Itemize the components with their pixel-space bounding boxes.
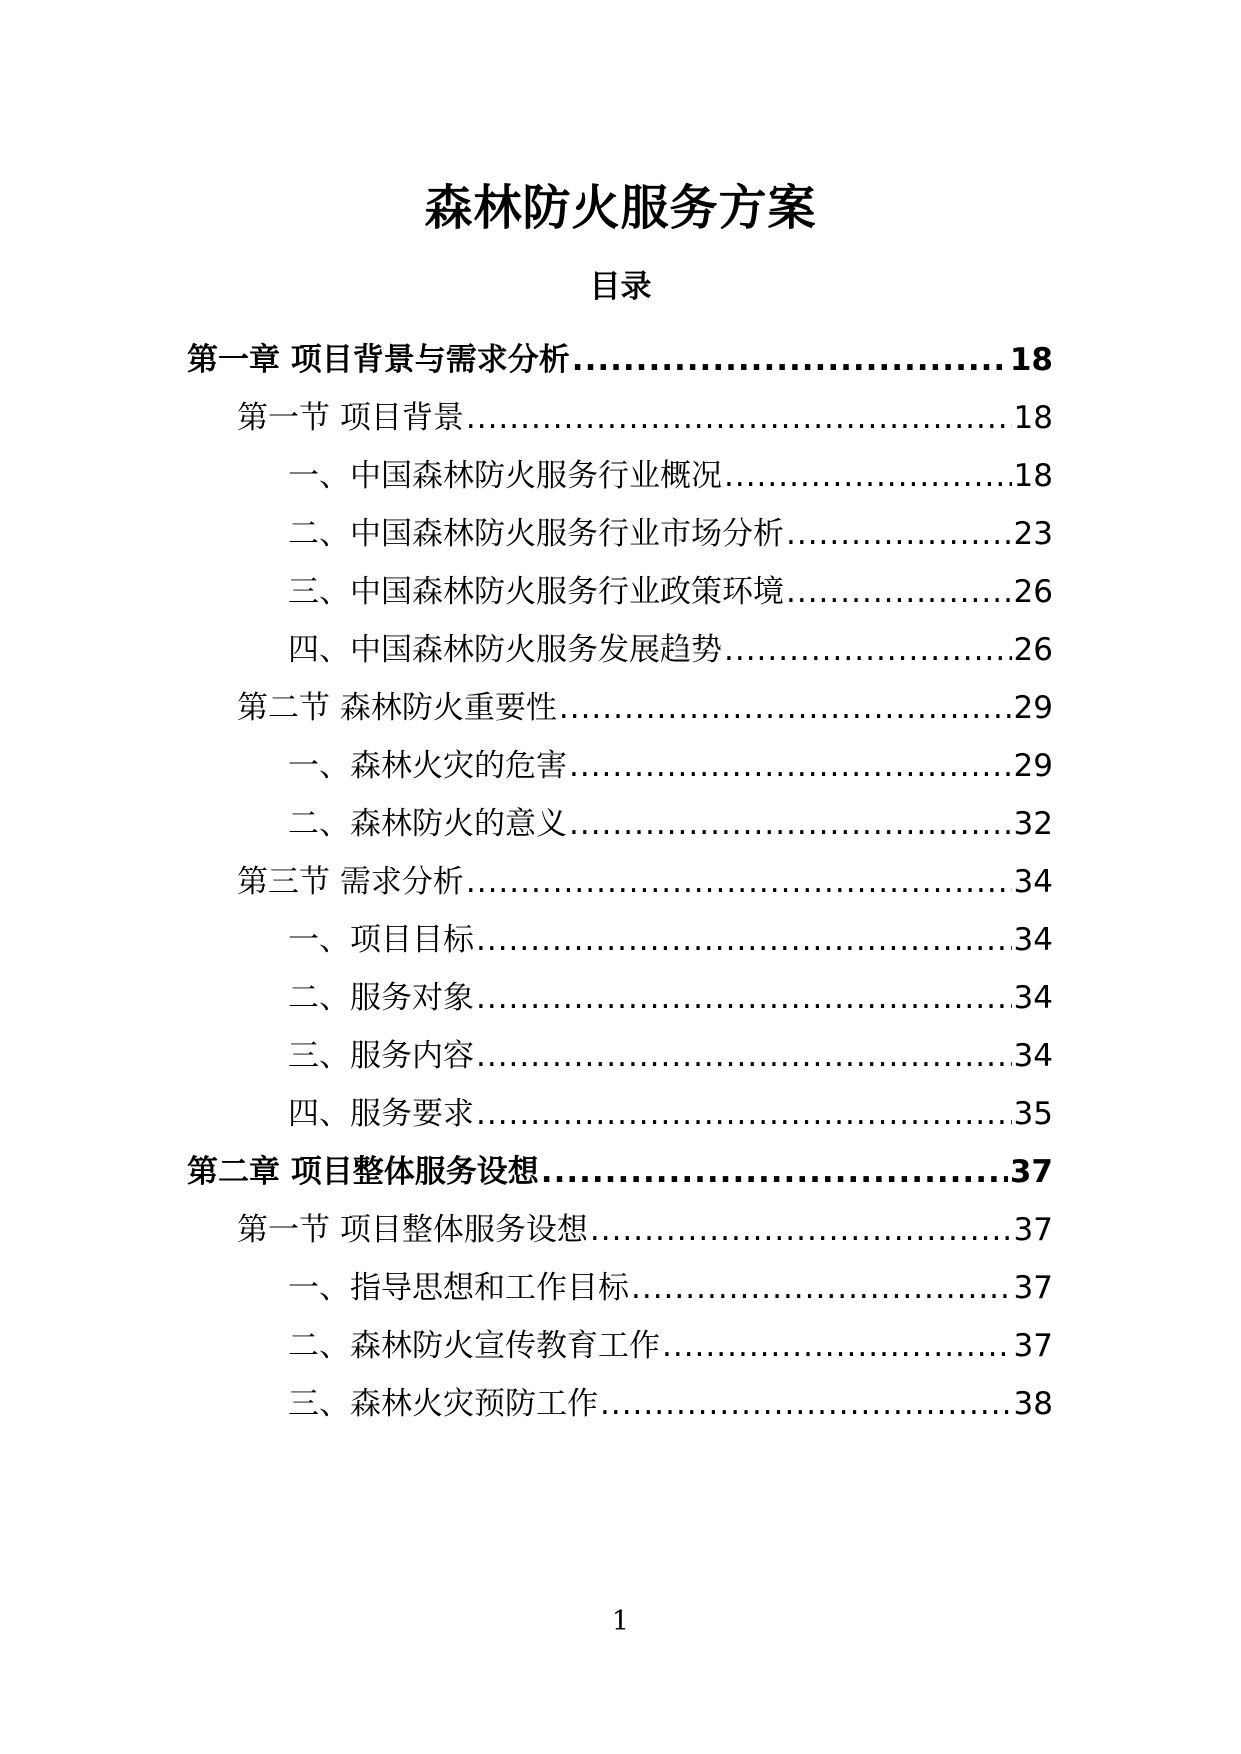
- toc-entry-title: 四、中国森林防火服务发展趋势: [288, 632, 722, 668]
- toc-entry-page: 38: [1013, 1386, 1053, 1422]
- toc-leader-dots: [476, 978, 1012, 1018]
- page-number: 1: [611, 1606, 630, 1637]
- toc-leader-dots: [466, 398, 1012, 438]
- toc-entry-page: 18: [1013, 458, 1053, 494]
- toc-entry-title: 三、服务内容: [288, 1038, 474, 1074]
- toc-leader-dots: [724, 456, 1012, 496]
- toc-leader-dots: [786, 572, 1012, 612]
- toc-entry-subsection[interactable]: [288, 736, 1053, 786]
- toc-entry-page: 37: [1013, 1328, 1053, 1364]
- toc-entry-page: 29: [1013, 748, 1053, 784]
- toc-leader-dots: [662, 1326, 1012, 1366]
- toc-entry-page: 34: [1013, 980, 1053, 1016]
- toc-leader-dots: [572, 340, 1008, 380]
- toc-entry-subsection[interactable]: [288, 794, 1053, 844]
- toc-entry-section[interactable]: [237, 1200, 1053, 1250]
- toc-entry-subsection[interactable]: [288, 1026, 1053, 1076]
- toc-entry-title: 二、森林防火宣传教育工作: [288, 1328, 660, 1364]
- toc-leader-dots: [476, 1036, 1012, 1076]
- toc-entry-title: 二、森林防火的意义: [288, 806, 567, 842]
- toc-entry-title: 二、中国森林防火服务行业市场分析: [288, 516, 784, 552]
- toc-entry-title: 四、服务要求: [288, 1096, 474, 1132]
- toc-entry-title: 一、项目目标: [288, 922, 474, 958]
- toc-leader-dots: [600, 1384, 1012, 1424]
- toc-entry-title: 第一章 项目背景与需求分析: [187, 342, 570, 378]
- toc-entry-chapter[interactable]: [187, 330, 1053, 380]
- toc-leader-dots: [786, 514, 1012, 554]
- toc-entry-title: 三、中国森林防火服务行业政策环境: [288, 574, 784, 610]
- toc-entry-section[interactable]: [237, 852, 1053, 902]
- toc-leader-dots: [569, 746, 1012, 786]
- toc-leader-dots: [590, 1210, 1012, 1250]
- toc-entry-subsection[interactable]: [288, 1316, 1053, 1366]
- toc-entry-page: 35: [1013, 1096, 1053, 1132]
- document-title: 森林防火服务方案: [424, 180, 817, 236]
- toc-leader-dots: [466, 862, 1012, 902]
- toc-entry-subsection[interactable]: [288, 968, 1053, 1018]
- toc-entry-chapter[interactable]: [187, 1142, 1053, 1192]
- toc-entry-title: 第一节 项目整体服务设想: [237, 1212, 588, 1248]
- toc-entry-page: 34: [1013, 1038, 1053, 1074]
- toc-entry-title: 三、森林火灾预防工作: [288, 1386, 598, 1422]
- toc-entry-title: 第三节 需求分析: [237, 864, 464, 900]
- toc-entry-title: 一、森林火灾的危害: [288, 748, 567, 784]
- toc-leader-dots: [724, 630, 1012, 670]
- toc-entry-title: 第一节 项目背景: [237, 400, 464, 436]
- toc-entry-page: 34: [1013, 864, 1053, 900]
- toc-leader-dots: [559, 688, 1012, 728]
- toc-entry-subsection[interactable]: [288, 562, 1053, 612]
- toc-leader-dots: [476, 920, 1012, 960]
- toc-entry-subsection[interactable]: [288, 1084, 1053, 1134]
- toc-entry-subsection[interactable]: [288, 620, 1053, 670]
- toc-entry-page: 34: [1013, 922, 1053, 958]
- toc-entry-page: 29: [1013, 690, 1053, 726]
- toc-entry-page: 18: [1009, 342, 1053, 378]
- toc-entry-page: 23: [1013, 516, 1053, 552]
- toc-entry-page: 18: [1013, 400, 1053, 436]
- toc-entry-section[interactable]: [237, 388, 1053, 438]
- toc-entry-page: 26: [1013, 632, 1053, 668]
- toc-entry-title: 一、中国森林防火服务行业概况: [288, 458, 722, 494]
- toc-leader-dots: [631, 1268, 1012, 1308]
- toc-entry-subsection[interactable]: [288, 504, 1053, 554]
- toc-leader-dots: [569, 804, 1012, 844]
- toc-entry-subsection[interactable]: [288, 910, 1053, 960]
- toc-leader-dots: [541, 1152, 1008, 1192]
- toc-entry-title: 一、指导思想和工作目标: [288, 1270, 629, 1306]
- toc-entry-subsection[interactable]: [288, 1374, 1053, 1424]
- toc-entry-page: 26: [1013, 574, 1053, 610]
- toc-leader-dots: [476, 1094, 1012, 1134]
- toc-entry-title: 第二章 项目整体服务设想: [187, 1154, 539, 1190]
- toc-entry-page: 32: [1013, 806, 1053, 842]
- toc-entry-subsection[interactable]: [288, 446, 1053, 496]
- toc-entry-page: 37: [1013, 1212, 1053, 1248]
- toc-entry-section[interactable]: [237, 678, 1053, 728]
- toc-entry-subsection[interactable]: [288, 1258, 1053, 1308]
- toc-heading: 目录: [589, 269, 652, 305]
- toc-entry-page: 37: [1009, 1154, 1053, 1190]
- toc-entry-title: 第二节 森林防火重要性: [237, 690, 557, 726]
- toc-entry-page: 37: [1013, 1270, 1053, 1306]
- toc-entry-title: 二、服务对象: [288, 980, 474, 1016]
